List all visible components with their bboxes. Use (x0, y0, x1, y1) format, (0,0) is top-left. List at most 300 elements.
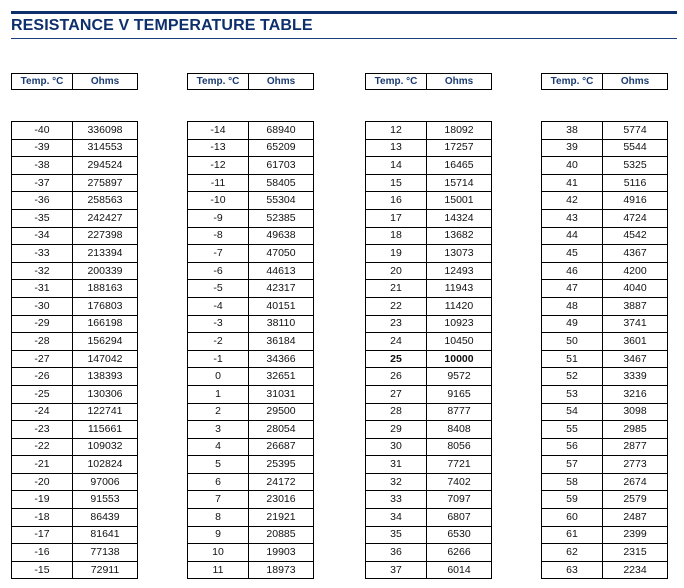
table-row (188, 209, 314, 227)
ohms-cell: 21921 (249, 509, 314, 527)
table-row (12, 333, 138, 351)
table-row (542, 421, 668, 439)
table-row (366, 280, 492, 298)
table-row (12, 438, 138, 456)
ohms-cell: 102824 (73, 456, 138, 474)
temp-cell: -34 (12, 227, 73, 245)
ohms-cell: 3601 (603, 333, 668, 351)
table-row (188, 526, 314, 544)
ohms-cell: 42317 (249, 280, 314, 298)
ohms-cell: 77138 (73, 544, 138, 562)
temp-cell: -23 (12, 421, 73, 439)
temp-cell: 49 (542, 315, 603, 333)
ohms-cell: 44613 (249, 262, 314, 280)
temp-cell: -17 (12, 526, 73, 544)
ohms-cell: 31031 (249, 385, 314, 403)
table-row (12, 122, 138, 140)
table-row (542, 174, 668, 192)
table-row (12, 192, 138, 210)
temp-cell: 27 (366, 385, 427, 403)
table-row (188, 192, 314, 210)
ohms-cell: 166198 (73, 315, 138, 333)
ohms-cell: 34366 (249, 350, 314, 368)
table-row (542, 368, 668, 386)
temp-cell: 34 (366, 509, 427, 527)
ohms-cell: 109032 (73, 438, 138, 456)
table-row (366, 421, 492, 439)
ohms-cell: 4916 (603, 192, 668, 210)
table-row (366, 385, 492, 403)
table-row (542, 245, 668, 263)
table-row (542, 122, 668, 140)
temp-cell: 36 (366, 544, 427, 562)
ohms-cell: 52385 (249, 209, 314, 227)
temp-header: Temp. °C (12, 74, 73, 90)
table-row (366, 262, 492, 280)
ohms-cell: 12493 (427, 262, 492, 280)
ohms-cell: 9165 (427, 385, 492, 403)
temp-cell: 51 (542, 350, 603, 368)
ohms-cell: 2674 (603, 473, 668, 491)
table-row (366, 368, 492, 386)
table-row (366, 245, 492, 263)
table-row (12, 473, 138, 491)
temp-cell: 53 (542, 385, 603, 403)
temp-cell: 55 (542, 421, 603, 439)
ohms-cell: 14324 (427, 209, 492, 227)
temp-cell: -2 (188, 333, 249, 351)
table-row (542, 315, 668, 333)
ohms-cell: 7402 (427, 473, 492, 491)
ohms-cell: 15001 (427, 192, 492, 210)
ohms-cell: 2985 (603, 421, 668, 439)
temp-cell: -38 (12, 157, 73, 175)
temp-cell: 63 (542, 561, 603, 579)
temp-cell: -8 (188, 227, 249, 245)
temp-cell: -5 (188, 280, 249, 298)
table-row (366, 227, 492, 245)
temp-cell: -24 (12, 403, 73, 421)
ohms-cell: 58405 (249, 174, 314, 192)
temp-cell: 30 (366, 438, 427, 456)
temp-cell: -7 (188, 245, 249, 263)
ohms-cell: 138393 (73, 368, 138, 386)
temp-cell: 31 (366, 456, 427, 474)
table-row (188, 245, 314, 263)
table-row (188, 421, 314, 439)
table-row (542, 491, 668, 509)
ohms-cell: 10450 (427, 333, 492, 351)
ohms-cell: 4040 (603, 280, 668, 298)
table-row (12, 368, 138, 386)
ohms-cell: 25395 (249, 456, 314, 474)
temp-cell: -14 (188, 122, 249, 140)
ohms-cell: 2399 (603, 526, 668, 544)
table-row (366, 297, 492, 315)
table-row (188, 544, 314, 562)
table-row (12, 385, 138, 403)
table-row (542, 280, 668, 298)
temp-cell: 10 (188, 544, 249, 562)
ohms-cell: 3741 (603, 315, 668, 333)
temp-cell: 14 (366, 157, 427, 175)
ohms-cell: 5116 (603, 174, 668, 192)
temp-cell: 21 (366, 280, 427, 298)
temp-cell: -32 (12, 262, 73, 280)
table-row (188, 403, 314, 421)
temp-cell: 11 (188, 561, 249, 579)
temp-cell: -20 (12, 473, 73, 491)
table-row (188, 561, 314, 579)
ohms-cell: 122741 (73, 403, 138, 421)
temp-cell: -1 (188, 350, 249, 368)
ohms-cell: 227398 (73, 227, 138, 245)
ohms-cell: 23016 (249, 491, 314, 509)
ohms-cell: 65209 (249, 139, 314, 157)
ohms-cell: 38110 (249, 315, 314, 333)
ohms-cell: 314553 (73, 139, 138, 157)
data-table (187, 121, 314, 579)
temp-cell: 15 (366, 174, 427, 192)
table-row (188, 315, 314, 333)
temp-cell: 41 (542, 174, 603, 192)
temp-cell: -10 (188, 192, 249, 210)
temp-cell: 16 (366, 192, 427, 210)
table-row (12, 245, 138, 263)
temp-cell: 43 (542, 209, 603, 227)
table-row (542, 262, 668, 280)
temp-cell: 1 (188, 385, 249, 403)
temp-cell: 4 (188, 438, 249, 456)
temp-cell: -29 (12, 315, 73, 333)
temp-cell: 61 (542, 526, 603, 544)
table-row (188, 139, 314, 157)
table-row (542, 385, 668, 403)
table-row (366, 561, 492, 579)
ohms-cell: 20885 (249, 526, 314, 544)
temp-cell: 13 (366, 139, 427, 157)
temp-cell: 18 (366, 227, 427, 245)
temp-cell: 24 (366, 333, 427, 351)
temp-cell: 17 (366, 209, 427, 227)
table-row (542, 526, 668, 544)
temp-cell: 42 (542, 192, 603, 210)
table-row (12, 456, 138, 474)
ohms-cell: 6266 (427, 544, 492, 562)
table-row (188, 227, 314, 245)
table-row (12, 280, 138, 298)
ohms-cell: 130306 (73, 385, 138, 403)
temp-cell: 19 (366, 245, 427, 263)
table-row (12, 421, 138, 439)
temp-cell: 54 (542, 403, 603, 421)
temp-cell: 8 (188, 509, 249, 527)
table-row (366, 526, 492, 544)
temp-header: Temp. °C (542, 74, 603, 90)
table-row (12, 227, 138, 245)
temp-cell: -26 (12, 368, 73, 386)
table-row (542, 473, 668, 491)
data-table (365, 121, 492, 579)
temp-cell: -28 (12, 333, 73, 351)
temp-cell: 2 (188, 403, 249, 421)
table-row (366, 456, 492, 474)
data-table (11, 121, 138, 579)
table-row (188, 368, 314, 386)
table-row (12, 297, 138, 315)
ohms-cell: 4724 (603, 209, 668, 227)
table-row (366, 438, 492, 456)
temp-cell: -6 (188, 262, 249, 280)
column-header (365, 73, 492, 90)
temp-cell: 56 (542, 438, 603, 456)
table-row (366, 139, 492, 157)
temp-cell: 7 (188, 491, 249, 509)
table-row (542, 192, 668, 210)
temp-cell: 6 (188, 473, 249, 491)
temp-cell: 22 (366, 297, 427, 315)
table-row (188, 509, 314, 527)
ohms-cell: 17257 (427, 139, 492, 157)
temp-cell: 47 (542, 280, 603, 298)
temp-cell: -18 (12, 509, 73, 527)
ohms-cell: 24172 (249, 473, 314, 491)
temp-cell: 25 (366, 350, 427, 368)
ohms-cell: 19903 (249, 544, 314, 562)
ohms-cell: 5774 (603, 122, 668, 140)
ohms-cell: 13073 (427, 245, 492, 263)
temp-cell: 33 (366, 491, 427, 509)
temp-cell: 52 (542, 368, 603, 386)
temp-cell: -35 (12, 209, 73, 227)
ohms-header: Ohms (249, 74, 314, 90)
temp-cell: 32 (366, 473, 427, 491)
table-row (12, 350, 138, 368)
table-row (188, 350, 314, 368)
ohms-cell: 81641 (73, 526, 138, 544)
temp-cell: 45 (542, 245, 603, 263)
temp-cell: -16 (12, 544, 73, 562)
ohms-cell: 6530 (427, 526, 492, 544)
temp-cell: 59 (542, 491, 603, 509)
table-row (366, 157, 492, 175)
ohms-cell: 156294 (73, 333, 138, 351)
ohms-cell: 4367 (603, 245, 668, 263)
ohms-cell: 2773 (603, 456, 668, 474)
ohms-cell: 176803 (73, 297, 138, 315)
temp-cell: -15 (12, 561, 73, 579)
column-header (187, 73, 314, 90)
table-row (542, 561, 668, 579)
ohms-cell: 11420 (427, 297, 492, 315)
ohms-cell: 213394 (73, 245, 138, 263)
temp-cell: 5 (188, 456, 249, 474)
table-row (542, 297, 668, 315)
ohms-cell: 3216 (603, 385, 668, 403)
table-row (12, 561, 138, 579)
ohms-cell: 18092 (427, 122, 492, 140)
ohms-cell: 7097 (427, 491, 492, 509)
temp-cell: -36 (12, 192, 73, 210)
temp-header: Temp. °C (188, 74, 249, 90)
table-row (12, 157, 138, 175)
temp-cell: 26 (366, 368, 427, 386)
table-row (366, 209, 492, 227)
temp-cell: -31 (12, 280, 73, 298)
table-row (366, 403, 492, 421)
temp-cell: 60 (542, 509, 603, 527)
temp-cell: -30 (12, 297, 73, 315)
table-row (542, 403, 668, 421)
ohms-cell: 8408 (427, 421, 492, 439)
title-top-bar (11, 11, 677, 14)
table-row (366, 315, 492, 333)
ohms-cell: 47050 (249, 245, 314, 263)
ohms-cell: 28054 (249, 421, 314, 439)
table-row (366, 122, 492, 140)
table-row (542, 456, 668, 474)
ohms-cell: 16465 (427, 157, 492, 175)
ohms-cell: 10000 (427, 350, 492, 368)
ohms-cell: 115661 (73, 421, 138, 439)
table-row (12, 315, 138, 333)
table-row (188, 122, 314, 140)
temp-cell: -9 (188, 209, 249, 227)
ohms-cell: 147042 (73, 350, 138, 368)
ohms-cell: 11943 (427, 280, 492, 298)
temp-cell: 3 (188, 421, 249, 439)
table-row (188, 280, 314, 298)
table-row (188, 438, 314, 456)
table-row (188, 456, 314, 474)
ohms-cell: 32651 (249, 368, 314, 386)
table-row (188, 333, 314, 351)
page-title: RESISTANCE V TEMPERATURE TABLE (11, 17, 313, 34)
title-rule (11, 38, 677, 39)
table-row (188, 297, 314, 315)
ohms-cell: 91553 (73, 491, 138, 509)
ohms-cell: 8777 (427, 403, 492, 421)
temp-cell: 40 (542, 157, 603, 175)
table-row (366, 544, 492, 562)
temp-cell: 57 (542, 456, 603, 474)
temp-cell: 12 (366, 122, 427, 140)
ohms-cell: 3098 (603, 403, 668, 421)
data-table (541, 121, 668, 579)
table-row (366, 192, 492, 210)
ohms-cell: 336098 (73, 122, 138, 140)
table-row (188, 385, 314, 403)
ohms-cell: 9572 (427, 368, 492, 386)
ohms-cell: 49638 (249, 227, 314, 245)
table-row (188, 491, 314, 509)
ohms-cell: 68940 (249, 122, 314, 140)
table-row (12, 262, 138, 280)
table-row (542, 227, 668, 245)
ohms-cell: 86439 (73, 509, 138, 527)
ohms-cell: 13682 (427, 227, 492, 245)
table-row (542, 509, 668, 527)
ohms-cell: 258563 (73, 192, 138, 210)
temp-cell: 50 (542, 333, 603, 351)
temp-cell: 44 (542, 227, 603, 245)
table-row (542, 438, 668, 456)
table-row (542, 333, 668, 351)
ohms-cell: 5544 (603, 139, 668, 157)
temp-cell: -3 (188, 315, 249, 333)
table-row (188, 174, 314, 192)
temp-cell: -11 (188, 174, 249, 192)
temp-cell: -27 (12, 350, 73, 368)
ohms-cell: 61703 (249, 157, 314, 175)
table-row (12, 544, 138, 562)
ohms-cell: 2877 (603, 438, 668, 456)
table-row (366, 491, 492, 509)
table-row (188, 262, 314, 280)
column-header (541, 73, 668, 90)
ohms-cell: 8056 (427, 438, 492, 456)
table-row (12, 509, 138, 527)
table-row (366, 350, 492, 368)
ohms-cell: 7721 (427, 456, 492, 474)
table-row (366, 174, 492, 192)
ohms-cell: 275897 (73, 174, 138, 192)
ohms-cell: 3339 (603, 368, 668, 386)
ohms-cell: 40151 (249, 297, 314, 315)
temp-cell: 9 (188, 526, 249, 544)
temp-cell: 0 (188, 368, 249, 386)
table-row (12, 139, 138, 157)
temp-cell: 35 (366, 526, 427, 544)
ohms-cell: 72911 (73, 561, 138, 579)
column-header (11, 73, 138, 90)
table-row (12, 174, 138, 192)
ohms-cell: 26687 (249, 438, 314, 456)
ohms-cell: 97006 (73, 473, 138, 491)
table-row (542, 157, 668, 175)
ohms-cell: 36184 (249, 333, 314, 351)
ohms-cell: 2579 (603, 491, 668, 509)
ohms-cell: 188163 (73, 280, 138, 298)
temp-cell: 28 (366, 403, 427, 421)
ohms-cell: 294524 (73, 157, 138, 175)
temp-cell: -37 (12, 174, 73, 192)
temp-cell: 37 (366, 561, 427, 579)
temp-cell: 38 (542, 122, 603, 140)
ohms-cell: 2315 (603, 544, 668, 562)
temp-cell: 46 (542, 262, 603, 280)
ohms-cell: 4200 (603, 262, 668, 280)
temp-header: Temp. °C (366, 74, 427, 90)
temp-cell: -22 (12, 438, 73, 456)
ohms-cell: 4542 (603, 227, 668, 245)
ohms-cell: 6014 (427, 561, 492, 579)
temp-cell: -40 (12, 122, 73, 140)
temp-cell: -39 (12, 139, 73, 157)
table-row (542, 139, 668, 157)
temp-cell: 48 (542, 297, 603, 315)
ohms-cell: 15714 (427, 174, 492, 192)
temp-cell: 58 (542, 473, 603, 491)
table-row (366, 509, 492, 527)
temp-cell: -19 (12, 491, 73, 509)
ohms-header: Ohms (73, 74, 138, 90)
temp-cell: 29 (366, 421, 427, 439)
temp-cell: 62 (542, 544, 603, 562)
temp-cell: 23 (366, 315, 427, 333)
table-row (12, 526, 138, 544)
temp-cell: -21 (12, 456, 73, 474)
